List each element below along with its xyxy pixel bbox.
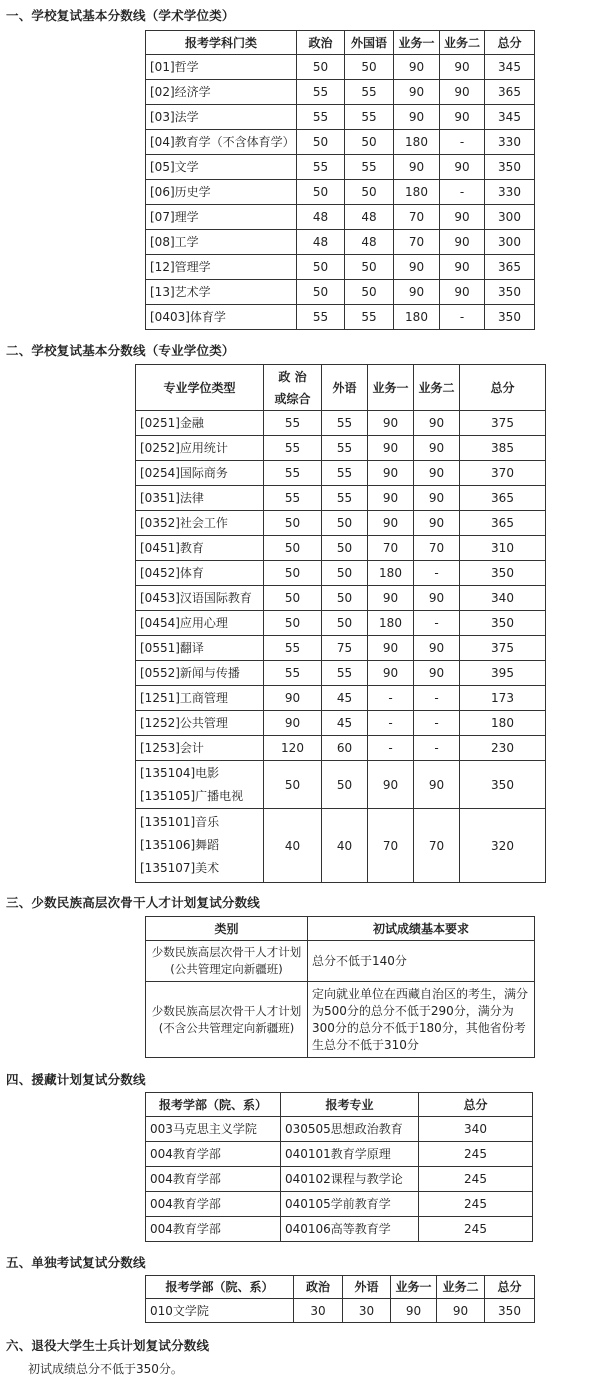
value-cell: 245: [419, 1142, 533, 1167]
value-cell: 350: [485, 280, 535, 305]
row-label-cell: 少数民族高层次骨干人才计划 (不含公共管理定向新疆班): [146, 982, 308, 1058]
table-row: [136, 561, 546, 586]
row-label-cell: [03]法学: [146, 105, 297, 130]
value-cell: -: [414, 686, 460, 711]
column-header: 初试成绩基本要求: [308, 917, 535, 941]
table-row: [136, 511, 546, 536]
value-cell: 90: [414, 761, 460, 809]
column-header: 总分: [460, 365, 546, 411]
value-cell: 180: [368, 611, 414, 636]
table-row: [146, 1299, 535, 1323]
table-row: [146, 1167, 533, 1192]
value-cell: 90: [368, 586, 414, 611]
section-5-title: 五、单独考试复试分数线: [6, 1255, 146, 1270]
value-cell: 总分不低于140分: [308, 941, 535, 982]
value-cell: 230: [460, 736, 546, 761]
separate-exam-score-table: [145, 1275, 535, 1323]
value-cell: 50: [297, 55, 345, 80]
value-cell: 48: [297, 230, 345, 255]
value-cell: 030505思想政治教育: [281, 1117, 419, 1142]
table-row: [136, 436, 546, 461]
table-row: [136, 711, 546, 736]
value-cell: 70: [368, 809, 414, 883]
value-cell: 50: [264, 586, 322, 611]
value-cell: 375: [460, 411, 546, 436]
row-label-cell: [06]历史学: [146, 180, 297, 205]
table-row: [146, 982, 535, 1058]
table-row: [146, 205, 535, 230]
table-row: [136, 486, 546, 511]
row-label-cell: 004教育学部: [146, 1167, 281, 1192]
value-cell: 350: [460, 611, 546, 636]
row-label-cell: 010文学院: [146, 1299, 294, 1323]
row-label-cell: [0352]社会工作: [136, 511, 264, 536]
value-cell: 55: [264, 486, 322, 511]
value-cell: 50: [297, 130, 345, 155]
value-cell: 55: [297, 105, 345, 130]
row-label-cell: 004教育学部: [146, 1217, 281, 1242]
value-cell: 040105学前教育学: [281, 1192, 419, 1217]
tibet-aid-score-table: [145, 1092, 533, 1242]
value-cell: 55: [322, 661, 368, 686]
section-4-title: 四、援藏计划复试分数线: [6, 1072, 146, 1087]
value-cell: 330: [485, 180, 535, 205]
value-cell: 90: [368, 461, 414, 486]
value-cell: 48: [345, 205, 394, 230]
row-label-cell: [02]经济学: [146, 80, 297, 105]
value-cell: 90: [440, 205, 485, 230]
value-cell: 90: [414, 636, 460, 661]
value-cell: 365: [460, 486, 546, 511]
value-cell: 90: [414, 486, 460, 511]
value-cell: 90: [440, 230, 485, 255]
table-row: [146, 255, 535, 280]
value-cell: 345: [485, 105, 535, 130]
value-cell: -: [414, 611, 460, 636]
value-cell: 90: [264, 711, 322, 736]
section-3-title: 三、少数民族高层次骨干人才计划复试分数线: [6, 895, 261, 910]
value-cell: 90: [368, 761, 414, 809]
value-cell: 300: [485, 205, 535, 230]
value-cell: 90: [394, 280, 440, 305]
value-cell: -: [440, 180, 485, 205]
row-label-cell: 004教育学部: [146, 1192, 281, 1217]
value-cell: 90: [394, 155, 440, 180]
table-row: [146, 305, 535, 330]
value-cell: 375: [460, 636, 546, 661]
column-header: 总分: [485, 1276, 535, 1299]
value-cell: 90: [368, 636, 414, 661]
value-cell: 340: [460, 586, 546, 611]
value-cell: 90: [414, 461, 460, 486]
table-row: [146, 1117, 533, 1142]
column-header: 业务二: [437, 1276, 485, 1299]
value-cell: 180: [394, 180, 440, 205]
column-header: 总分: [485, 31, 535, 55]
value-cell: 50: [297, 280, 345, 305]
row-label-cell: [0453]汉语国际教育: [136, 586, 264, 611]
value-cell: 90: [264, 686, 322, 711]
column-header: 业务二: [414, 365, 460, 411]
value-cell: 365: [485, 80, 535, 105]
value-cell: 90: [391, 1299, 437, 1323]
value-cell: 365: [460, 511, 546, 536]
value-cell: 350: [485, 1299, 535, 1323]
value-cell: 350: [460, 561, 546, 586]
row-label-cell: [13]艺术学: [146, 280, 297, 305]
row-label-cell: 003马克思主义学院: [146, 1117, 281, 1142]
value-cell: 45: [322, 686, 368, 711]
value-cell: -: [440, 305, 485, 330]
row-label-cell: [04]教育学（不含体育学）: [146, 130, 297, 155]
value-cell: 385: [460, 436, 546, 461]
value-cell: 48: [345, 230, 394, 255]
value-cell: 90: [394, 55, 440, 80]
value-cell: 90: [394, 255, 440, 280]
value-cell: 70: [368, 536, 414, 561]
row-label-cell: [0251]金融: [136, 411, 264, 436]
value-cell: 50: [264, 761, 322, 809]
column-header: 政治: [297, 31, 345, 55]
column-header: 总分: [419, 1093, 533, 1117]
row-label-cell: [01]哲学: [146, 55, 297, 80]
column-header: 报考学部（院、系）: [146, 1093, 281, 1117]
value-cell: 90: [368, 661, 414, 686]
table-row: [136, 686, 546, 711]
table-row: [146, 155, 535, 180]
value-cell: 180: [394, 130, 440, 155]
value-cell: 55: [297, 80, 345, 105]
table-row: [136, 586, 546, 611]
value-cell: 90: [414, 511, 460, 536]
row-label-cell: [05]文学: [146, 155, 297, 180]
row-label-cell: 004教育学部: [146, 1142, 281, 1167]
value-cell: 55: [264, 661, 322, 686]
value-cell: -: [368, 686, 414, 711]
value-cell: 90: [368, 411, 414, 436]
section-6-title: 六、退役大学生士兵计划复试分数线: [6, 1338, 210, 1353]
value-cell: 55: [345, 305, 394, 330]
value-cell: 90: [394, 105, 440, 130]
value-cell: 120: [264, 736, 322, 761]
value-cell: 300: [485, 230, 535, 255]
column-header: 政 治 或综合: [264, 365, 322, 411]
value-cell: 30: [294, 1299, 343, 1323]
column-header: 业务一: [391, 1276, 437, 1299]
table-row: [146, 1142, 533, 1167]
table-row: [146, 230, 535, 255]
value-cell: 55: [345, 105, 394, 130]
section-1-title: 一、学校复试基本分数线（学术学位类）: [6, 8, 235, 23]
value-cell: 50: [345, 280, 394, 305]
row-label-cell: [0252]应用统计: [136, 436, 264, 461]
value-cell: 50: [322, 611, 368, 636]
column-header: 专业学位类型: [136, 365, 264, 411]
value-cell: 50: [264, 536, 322, 561]
value-cell: 350: [485, 155, 535, 180]
column-header: 业务二: [440, 31, 485, 55]
value-cell: 245: [419, 1217, 533, 1242]
value-cell: 340: [419, 1117, 533, 1142]
value-cell: 350: [460, 761, 546, 809]
value-cell: 180: [394, 305, 440, 330]
value-cell: 55: [297, 305, 345, 330]
column-header: 外语: [343, 1276, 391, 1299]
value-cell: 45: [322, 711, 368, 736]
row-label-cell: [0403]体育学: [146, 305, 297, 330]
row-label-cell: [0552]新闻与传播: [136, 661, 264, 686]
value-cell: 50: [322, 586, 368, 611]
table-row: [136, 611, 546, 636]
value-cell: 50: [322, 761, 368, 809]
row-label-cell: [135104]电影 [135105]广播电视: [136, 761, 264, 809]
value-cell: -: [414, 736, 460, 761]
value-cell: 245: [419, 1192, 533, 1217]
value-cell: 370: [460, 461, 546, 486]
table-row: [146, 1192, 533, 1217]
row-label-cell: [0452]体育: [136, 561, 264, 586]
table-row: [136, 636, 546, 661]
row-label-cell: [07]理学: [146, 205, 297, 230]
value-cell: 50: [322, 561, 368, 586]
value-cell: 90: [368, 486, 414, 511]
value-cell: -: [368, 736, 414, 761]
column-header: 外语: [322, 365, 368, 411]
table-row: [146, 1217, 533, 1242]
column-header: 报考专业: [281, 1093, 419, 1117]
value-cell: 345: [485, 55, 535, 80]
value-cell: 55: [264, 461, 322, 486]
value-cell: 70: [394, 205, 440, 230]
value-cell: 90: [440, 80, 485, 105]
row-label-cell: [0254]国际商务: [136, 461, 264, 486]
table-row: [146, 280, 535, 305]
value-cell: 48: [297, 205, 345, 230]
column-header: 业务一: [394, 31, 440, 55]
value-cell: 55: [322, 436, 368, 461]
value-cell: 320: [460, 809, 546, 883]
section-2-title: 二、学校复试基本分数线（专业学位类）: [6, 343, 235, 358]
row-label-cell: [1252]公共管理: [136, 711, 264, 736]
value-cell: 50: [345, 130, 394, 155]
value-cell: 55: [322, 461, 368, 486]
value-cell: 365: [485, 255, 535, 280]
row-label-cell: 少数民族高层次骨干人才计划 (公共管理定向新疆班): [146, 941, 308, 982]
academic-degree-score-table: [145, 30, 535, 330]
value-cell: 50: [345, 55, 394, 80]
value-cell: 90: [368, 436, 414, 461]
value-cell: 50: [345, 180, 394, 205]
table-row: [146, 105, 535, 130]
value-cell: 50: [297, 255, 345, 280]
value-cell: 90: [368, 511, 414, 536]
value-cell: 90: [440, 55, 485, 80]
value-cell: 040102课程与教学论: [281, 1167, 419, 1192]
value-cell: 60: [322, 736, 368, 761]
column-header: 类别: [146, 917, 308, 941]
value-cell: 245: [419, 1167, 533, 1192]
value-cell: 330: [485, 130, 535, 155]
row-label-cell: [1251]工商管理: [136, 686, 264, 711]
value-cell: 90: [440, 155, 485, 180]
value-cell: 55: [264, 636, 322, 661]
value-cell: 55: [297, 155, 345, 180]
value-cell: 70: [394, 230, 440, 255]
value-cell: 350: [485, 305, 535, 330]
column-header: 报考学部（院、系）: [146, 1276, 294, 1299]
value-cell: 30: [343, 1299, 391, 1323]
table-row: [136, 809, 546, 883]
value-cell: 90: [440, 105, 485, 130]
row-label-cell: [0551]翻译: [136, 636, 264, 661]
value-cell: 90: [437, 1299, 485, 1323]
table-row: [146, 180, 535, 205]
column-header: 报考学科门类: [146, 31, 297, 55]
row-label-cell: [0451]教育: [136, 536, 264, 561]
table-row: [146, 130, 535, 155]
table-row: [146, 941, 535, 982]
value-cell: 90: [414, 436, 460, 461]
value-cell: 50: [264, 511, 322, 536]
section-6-note: 初试成绩总分不低于350分。: [28, 1362, 183, 1376]
value-cell: 50: [345, 255, 394, 280]
value-cell: 040101教育学原理: [281, 1142, 419, 1167]
table-row: [136, 411, 546, 436]
row-label-cell: [135101]音乐 [135106]舞蹈 [135107]美术: [136, 809, 264, 883]
table-row: [146, 55, 535, 80]
value-cell: 40: [264, 809, 322, 883]
row-label-cell: [12]管理学: [146, 255, 297, 280]
value-cell: 50: [322, 511, 368, 536]
value-cell: 040106高等教育学: [281, 1217, 419, 1242]
professional-degree-score-table: [135, 364, 546, 883]
value-cell: 70: [414, 809, 460, 883]
value-cell: 55: [264, 411, 322, 436]
value-cell: -: [368, 711, 414, 736]
column-header: 政治: [294, 1276, 343, 1299]
value-cell: -: [414, 561, 460, 586]
value-cell: 40: [322, 809, 368, 883]
row-label-cell: [0351]法律: [136, 486, 264, 511]
value-cell: -: [414, 711, 460, 736]
value-cell: 55: [264, 436, 322, 461]
row-label-cell: [08]工学: [146, 230, 297, 255]
value-cell: 90: [440, 280, 485, 305]
value-cell: 90: [394, 80, 440, 105]
value-cell: 55: [345, 80, 394, 105]
table-row: [136, 736, 546, 761]
row-label-cell: [0454]应用心理: [136, 611, 264, 636]
value-cell: 50: [297, 180, 345, 205]
column-header: 业务一: [368, 365, 414, 411]
value-cell: 70: [414, 536, 460, 561]
value-cell: 75: [322, 636, 368, 661]
value-cell: 定向就业单位在西藏自治区的考生，满分为500分的总分不低于290分，满分为300分的总分不低于180分，其他省份考生总分不低于310分: [308, 982, 535, 1058]
table-row: [136, 661, 546, 686]
value-cell: 180: [460, 711, 546, 736]
value-cell: 310: [460, 536, 546, 561]
row-label-cell: [1253]会计: [136, 736, 264, 761]
value-cell: 173: [460, 686, 546, 711]
value-cell: 50: [264, 561, 322, 586]
table-row: [136, 761, 546, 809]
value-cell: 55: [345, 155, 394, 180]
value-cell: 395: [460, 661, 546, 686]
table-row: [136, 536, 546, 561]
value-cell: 55: [322, 411, 368, 436]
value-cell: 55: [322, 486, 368, 511]
value-cell: 90: [414, 586, 460, 611]
value-cell: 90: [414, 661, 460, 686]
value-cell: 180: [368, 561, 414, 586]
value-cell: 50: [264, 611, 322, 636]
value-cell: 90: [440, 255, 485, 280]
table-row: [136, 461, 546, 486]
value-cell: 90: [414, 411, 460, 436]
column-header: 外国语: [345, 31, 394, 55]
minority-talent-score-table: [145, 916, 535, 1058]
table-row: [146, 80, 535, 105]
value-cell: 50: [322, 536, 368, 561]
value-cell: -: [440, 130, 485, 155]
